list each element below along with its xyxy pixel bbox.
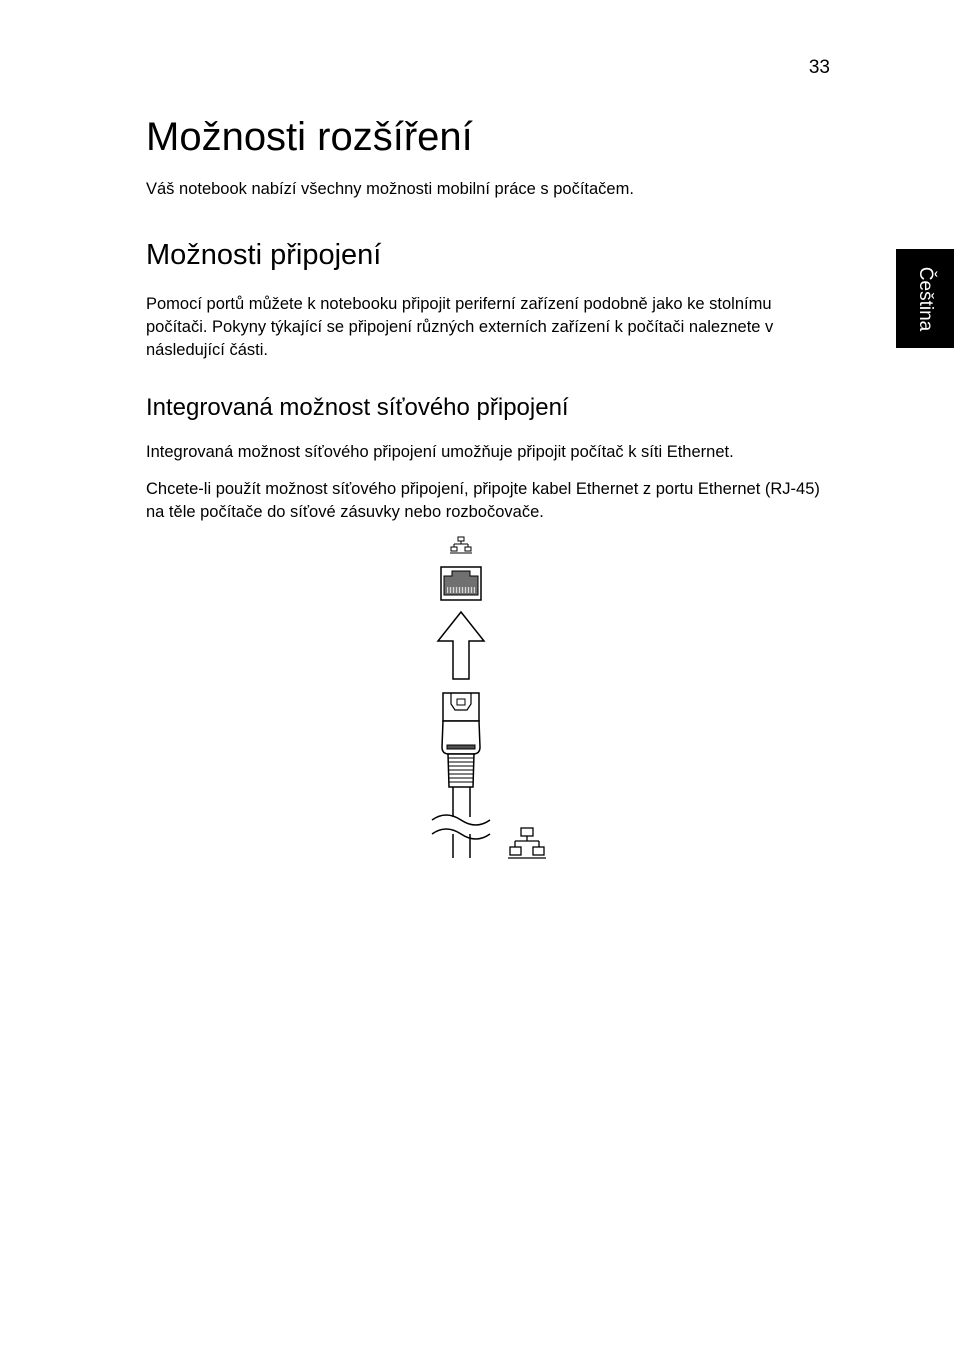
page-number: 33 xyxy=(808,57,830,78)
intro-paragraph: Váš notebook nabízí všechny možnosti mobilní práce s počítačem. xyxy=(146,180,634,198)
lan-paragraph-2: Chcete-li použít možnost síťového připojení, připojte kabel Ethernet z portu Ethernet (RJ-45) na těle počítače do síťové zásuvky nebo rozbočovače. xyxy=(146,480,820,521)
arrow-up-icon xyxy=(438,612,484,679)
language-tab-label: Čeština xyxy=(915,266,936,331)
lan-paragraph-1: Integrovaná možnost síťového připojení umožňuje připojit počítač k síti Ethernet. xyxy=(146,443,734,461)
network-icon xyxy=(508,828,546,858)
network-icon xyxy=(450,537,472,553)
rj45-port-icon xyxy=(441,567,481,600)
connectivity-paragraph: Pomocí portů můžete k notebooku připojit periferní zařízení podobně jako ke stolnímu počítači. Pokyny týkající se připojení různých externích zařízení k počítači naleznete v následující části. xyxy=(146,295,774,359)
ethernet-connection-illustration xyxy=(420,532,560,877)
language-tab xyxy=(896,249,954,348)
lan-heading: Integrovaná možnost síťového připojení xyxy=(146,394,569,421)
cable-break-icon xyxy=(432,787,490,858)
connectivity-heading: Možnosti připojení xyxy=(146,239,382,271)
rj45-plug-icon xyxy=(442,693,480,787)
page-title: Možnosti rozšíření xyxy=(146,115,473,159)
